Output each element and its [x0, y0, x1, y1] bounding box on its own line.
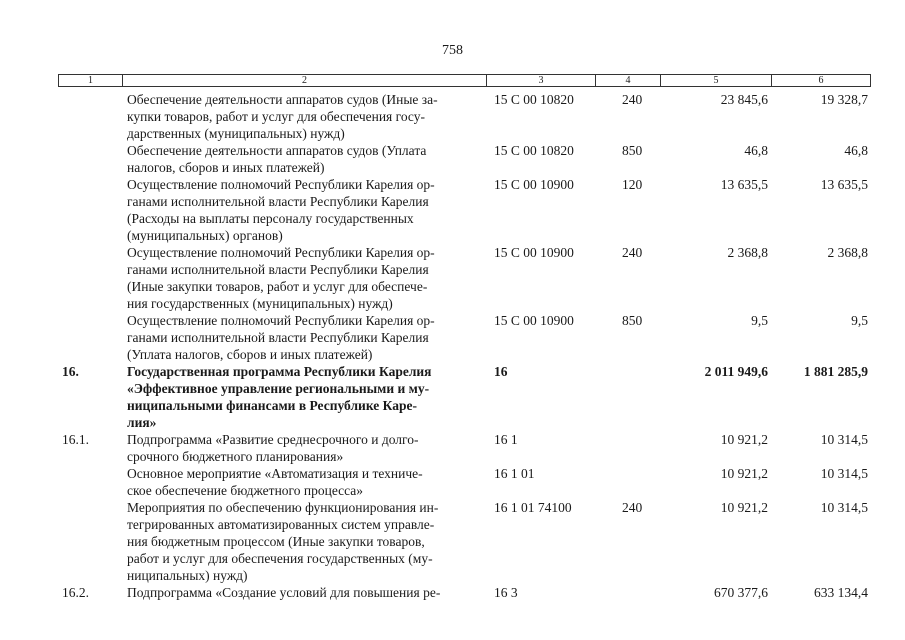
row-value-col5: 2 368,8 — [727, 245, 768, 260]
description-line: Мероприятия по обеспечению функционирования ин- — [127, 500, 439, 515]
description-line: Основное мероприятие «Автоматизация и техниче- — [127, 466, 423, 481]
table-row — [0, 91, 905, 142]
description-line: Обеспечение деятельности аппаратов судов (Иные за- — [127, 92, 438, 107]
row-value-col5: 10 921,2 — [720, 432, 768, 447]
row-description — [127, 142, 480, 176]
description-line: (Иные закупки товаров, работ и услуг для обеспече- — [127, 279, 428, 294]
row-number: 16. — [62, 364, 79, 379]
description-line: Осуществление полномочий Республики Карелия ор- — [127, 177, 435, 192]
description-line: Обеспечение деятельности аппаратов судов (Уплата — [127, 143, 427, 158]
row-value-col6: 13 635,5 — [820, 177, 868, 192]
table-row — [0, 431, 905, 465]
row-code: 15 С 00 10820 — [494, 92, 574, 107]
header-col-5: 5 — [660, 75, 771, 86]
table-row — [0, 363, 905, 431]
description-line: тегрированных автоматизированных систем управле- — [127, 517, 435, 532]
row-expense-type: 240 — [622, 92, 643, 107]
header-col-1: 1 — [88, 75, 93, 86]
header-col-4: 4 — [595, 75, 660, 86]
row-code: 15 С 00 10900 — [494, 245, 574, 260]
table-row — [0, 465, 905, 499]
description-line: ганами исполнительной власти Республики Карелия — [127, 194, 429, 209]
table-row — [0, 244, 905, 312]
header-col-2: 2 — [122, 75, 486, 86]
description-line: налогов, сборов и иных платежей) — [127, 160, 325, 175]
row-code: 16 1 01 74100 — [494, 500, 572, 515]
row-value-col5: 13 635,5 — [720, 177, 768, 192]
table-row — [0, 142, 905, 176]
row-code: 15 С 00 10900 — [494, 177, 574, 192]
row-description — [127, 312, 480, 363]
description-line: ния государственных (муниципальных) нужд) — [127, 296, 393, 311]
description-line: лия» — [127, 415, 157, 430]
description-line: Подпрограмма «Создание условий для повышения ре- — [127, 585, 441, 600]
row-number: 16.2. — [62, 585, 89, 600]
description-line: ганами исполнительной власти Республики Карелия — [127, 262, 429, 277]
row-value-col6: 1 881 285,9 — [803, 364, 868, 379]
table-row — [0, 584, 905, 601]
description-line: срочного бюджетного планирования» — [127, 449, 344, 464]
row-value-col6: 46,8 — [844, 143, 868, 158]
header-col-6: 6 — [771, 75, 870, 86]
row-value-col5: 46,8 — [744, 143, 768, 158]
row-value-col5: 670 377,6 — [714, 585, 768, 600]
row-expense-type: 240 — [622, 245, 643, 260]
row-expense-type: 120 — [622, 177, 643, 192]
description-line: купки товаров, работ и услуг для обеспечения госу- — [127, 109, 425, 124]
row-value-col6: 10 314,5 — [820, 432, 868, 447]
row-description — [127, 363, 480, 431]
description-line: (Уплата налогов, сборов и иных платежей) — [127, 347, 373, 362]
description-line: (муниципальных) органов) — [127, 228, 283, 243]
row-code: 16 1 01 — [494, 466, 535, 481]
description-line: ское обеспечение бюджетного процесса» — [127, 483, 364, 498]
row-expense-type: 850 — [622, 313, 643, 328]
row-value-col6: 2 368,8 — [827, 245, 868, 260]
row-value-col6: 633 134,4 — [814, 585, 868, 600]
row-description — [127, 244, 480, 312]
table-row — [0, 176, 905, 244]
description-line: ниципальных) нужд) — [127, 568, 248, 583]
description-line: Осуществление полномочий Республики Карелия ор- — [127, 313, 435, 328]
row-value-col5: 9,5 — [751, 313, 768, 328]
table-row — [0, 499, 905, 584]
row-description — [127, 176, 480, 244]
page-number: 758 — [442, 43, 463, 58]
description-line: Государственная программа Республики Карелия — [127, 364, 432, 379]
row-code: 16 — [494, 364, 508, 379]
row-expense-type: 240 — [622, 500, 643, 515]
row-code: 15 С 00 10820 — [494, 143, 574, 158]
row-value-col5: 23 845,6 — [720, 92, 768, 107]
description-line: Подпрограмма «Развитие среднесрочного и долго- — [127, 432, 419, 447]
row-description — [127, 584, 480, 601]
description-line: (Расходы на выплаты персоналу государственных — [127, 211, 414, 226]
row-description — [127, 91, 480, 142]
description-line: Осуществление полномочий Республики Карелия ор- — [127, 245, 435, 260]
row-code: 16 3 — [494, 585, 518, 600]
row-description — [127, 465, 480, 499]
row-value-col5: 10 921,2 — [720, 466, 768, 481]
row-description — [127, 499, 480, 584]
table-row — [0, 312, 905, 363]
description-line: «Эффективное управление региональными и му- — [127, 381, 430, 396]
row-code: 15 С 00 10900 — [494, 313, 574, 328]
row-value-col6: 10 314,5 — [820, 466, 868, 481]
description-line: работ и услуг для обеспечения государственных (му- — [127, 551, 433, 566]
row-number: 16.1. — [62, 432, 89, 447]
table-header-row — [58, 74, 871, 87]
row-code: 16 1 — [494, 432, 518, 447]
row-value-col6: 10 314,5 — [820, 500, 868, 515]
header-col-3: 3 — [486, 75, 595, 86]
row-expense-type: 850 — [622, 143, 643, 158]
description-line: ганами исполнительной власти Республики Карелия — [127, 330, 429, 345]
description-line: ниципальными финансами в Республике Каре- — [127, 398, 417, 413]
row-value-col6: 9,5 — [851, 313, 868, 328]
description-line: дарственных (муниципальных) нужд) — [127, 126, 345, 141]
row-value-col5: 2 011 949,6 — [704, 364, 768, 379]
row-description — [127, 431, 480, 465]
row-value-col6: 19 328,7 — [820, 92, 868, 107]
row-value-col5: 10 921,2 — [720, 500, 768, 515]
description-line: ния бюджетным процессом (Иные закупки товаров, — [127, 534, 425, 549]
